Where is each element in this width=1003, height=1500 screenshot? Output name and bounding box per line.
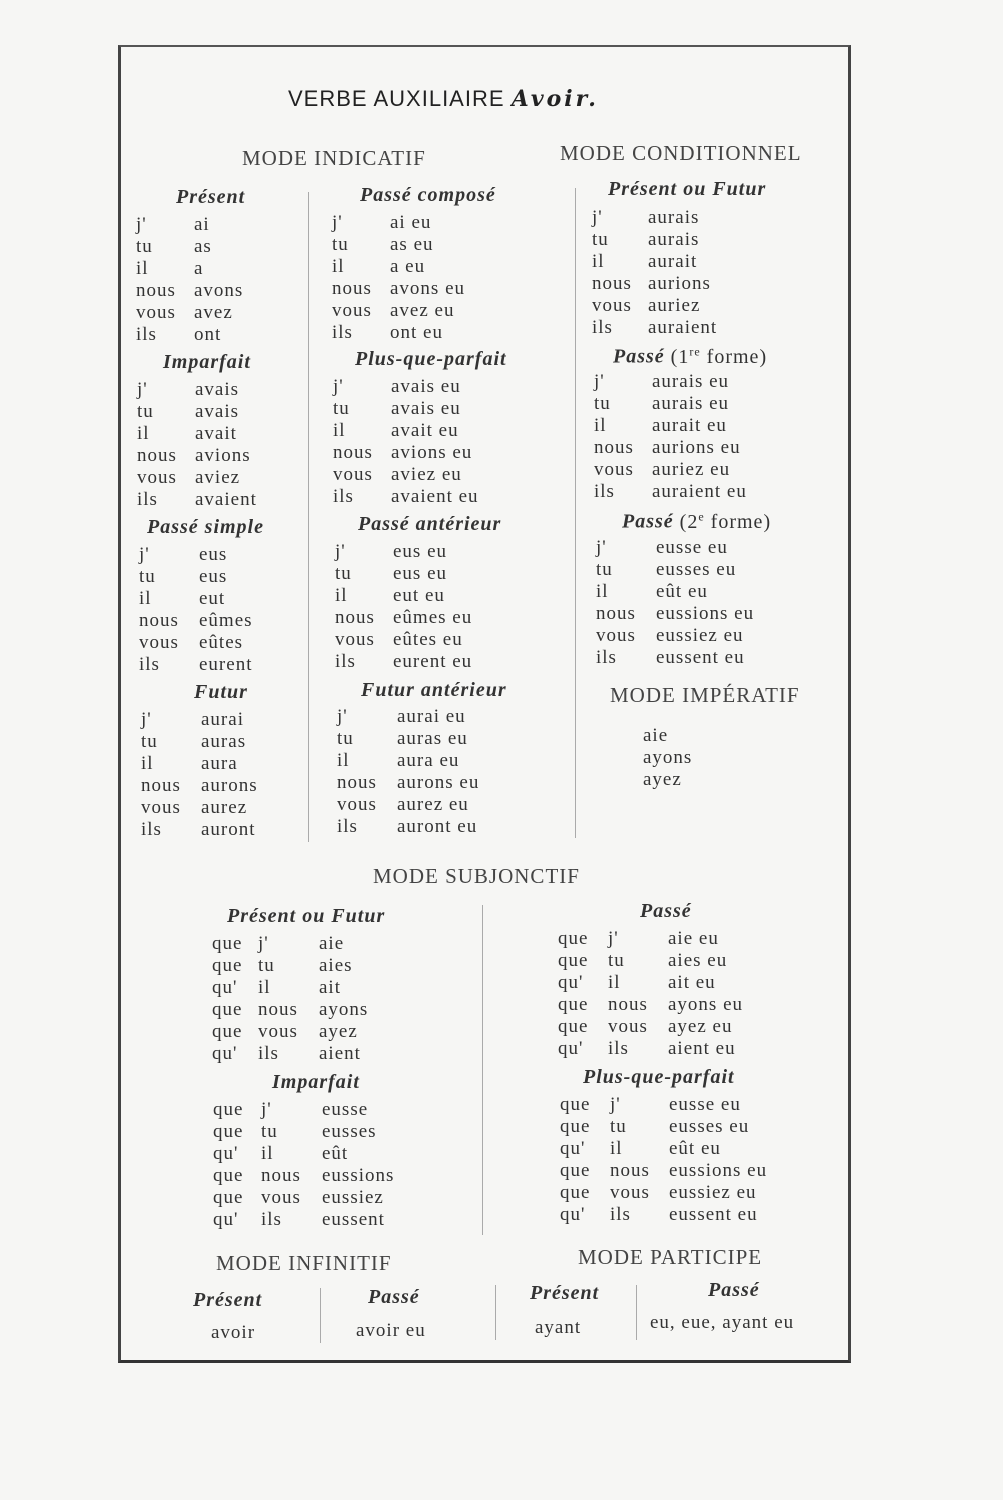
mode-conditionnel-heading: MODE CONDITIONNEL	[560, 141, 802, 165]
verb-form: eurent eu	[393, 651, 473, 672]
verb-form: auras eu	[397, 728, 468, 749]
pronoun: tu	[139, 566, 156, 587]
verb-form: auront eu	[397, 816, 478, 837]
pronoun: nous	[333, 442, 373, 463]
pronoun: tu	[592, 229, 609, 250]
verb-form: ont eu	[390, 322, 443, 343]
verb-form: eussiez	[322, 1187, 384, 1208]
verb-form: aie	[319, 933, 345, 954]
pronoun: tu	[610, 1116, 627, 1137]
separator-infinitif	[320, 1288, 321, 1343]
tense-indicatif-passe-anterieur: Passé antérieur	[358, 513, 502, 535]
tense-conditionnel-passe-1: Passé (1re forme)	[613, 344, 768, 368]
verb-form: aura	[201, 753, 238, 774]
pronoun: vous	[335, 629, 375, 650]
verb-form: eût	[322, 1143, 349, 1164]
participe-present-value: ayant	[535, 1317, 582, 1338]
infinitif-present-value: avoir	[211, 1322, 256, 1343]
verb-form: ayons eu	[668, 994, 744, 1015]
verb-form: eusses	[322, 1121, 377, 1142]
pronoun: j'	[332, 212, 343, 233]
separator-indicatif-conditionnel	[575, 188, 576, 838]
verb-form: aviez eu	[391, 464, 462, 485]
verb-form: avons	[194, 280, 244, 301]
verb-form: eusses eu	[669, 1116, 750, 1137]
conjunction: que	[212, 1021, 243, 1042]
pronoun: tu	[335, 563, 352, 584]
verb-form: eussions	[322, 1165, 395, 1186]
verb-form: ait eu	[668, 972, 716, 993]
conjunction: que	[560, 1160, 591, 1181]
pronoun: vous	[141, 797, 181, 818]
verb-form: ayons	[319, 999, 369, 1020]
tense-infinitif-present: Présent	[193, 1289, 263, 1311]
imperatif-form: ayons	[643, 747, 693, 768]
participe-passe-value: eu, eue, ayant eu	[650, 1312, 795, 1333]
verb-form: avez eu	[390, 300, 455, 321]
pronoun: ils	[139, 654, 160, 675]
tense-indicatif-futur-anterieur: Futur antérieur	[361, 679, 507, 701]
mode-participe-heading: MODE PARTICIPE	[578, 1245, 763, 1269]
pronoun: tu	[594, 393, 611, 414]
tense-title: Passé	[622, 510, 674, 533]
verb-form: aurais	[648, 229, 700, 250]
pronoun: j'	[335, 541, 346, 562]
verb-form: aurais eu	[652, 371, 730, 392]
verb-form: eurent	[199, 654, 253, 675]
verb-form: auras	[201, 731, 247, 752]
pronoun: tu	[137, 401, 154, 422]
conjunction: qu'	[212, 977, 238, 998]
verb-form: aie eu	[668, 928, 719, 949]
conjunction: que	[213, 1099, 244, 1120]
tense-indicatif-passe-simple: Passé simple	[147, 516, 264, 538]
pronoun: j'	[258, 933, 269, 954]
pronoun: vous	[596, 625, 636, 646]
verb-form: aies eu	[668, 950, 728, 971]
pronoun: ils	[592, 317, 613, 338]
verb-form: aurez eu	[397, 794, 469, 815]
pronoun: ils	[596, 647, 617, 668]
tense-participe-present: Présent	[530, 1282, 600, 1304]
tense-subjonctif-present: Présent ou Futur	[227, 905, 386, 927]
note-num: 1	[678, 345, 690, 368]
tense-indicatif-imparfait: Imparfait	[163, 351, 251, 373]
pronoun: il	[596, 581, 609, 602]
verb-form: aies	[319, 955, 353, 976]
tense-participe-passe: Passé	[708, 1279, 760, 1301]
verb-form: aurons eu	[397, 772, 480, 793]
conjunction: que	[213, 1121, 244, 1142]
conjunction: que	[558, 950, 589, 971]
pronoun: nous	[141, 775, 181, 796]
separator-indicatif	[308, 192, 309, 842]
pronoun: nous	[610, 1160, 650, 1181]
tense-conditionnel-passe-2: Passé (2e forme)	[622, 509, 772, 533]
verb-form: a eu	[390, 256, 426, 277]
verb-form: avez	[194, 302, 233, 323]
verb-form: eussions eu	[656, 603, 755, 624]
imperatif-form: ayez	[643, 769, 682, 790]
verb-form: avaient eu	[391, 486, 479, 507]
conjunction: qu'	[213, 1143, 239, 1164]
pronoun: vous	[332, 300, 372, 321]
verb-form: aurais	[648, 207, 700, 228]
pronoun: j'	[608, 928, 619, 949]
pronoun: tu	[332, 234, 349, 255]
tense-subjonctif-imparfait: Imparfait	[272, 1071, 360, 1093]
pronoun: il	[335, 585, 348, 606]
verb-form: eut	[199, 588, 226, 609]
pronoun: tu	[261, 1121, 278, 1142]
note-sup: e	[698, 509, 705, 523]
pronoun: j'	[139, 544, 150, 565]
pronoun: il	[592, 251, 605, 272]
pronoun: il	[141, 753, 154, 774]
verb-form: eusses eu	[656, 559, 737, 580]
conjunction: que	[213, 1165, 244, 1186]
pronoun: il	[337, 750, 350, 771]
verb-form: eus	[199, 566, 228, 587]
verb-form: eûmes	[199, 610, 253, 631]
pronoun: il	[258, 977, 271, 998]
pronoun: j'	[610, 1094, 621, 1115]
verb-form: eût eu	[669, 1138, 721, 1159]
verb-form: ai eu	[390, 212, 432, 233]
pronoun: j'	[592, 207, 603, 228]
pronoun: j'	[141, 709, 152, 730]
conjunction: qu'	[558, 1038, 584, 1059]
verb-form: aient	[319, 1043, 361, 1064]
verb-form: eûtes eu	[393, 629, 463, 650]
pronoun: nous	[139, 610, 179, 631]
pronoun: nous	[261, 1165, 301, 1186]
mode-indicatif-heading: MODE INDICATIF	[242, 146, 426, 170]
note-word: forme	[706, 345, 760, 368]
separator-participe	[636, 1285, 637, 1340]
note-sup: re	[689, 344, 701, 358]
verb-form: eus eu	[393, 541, 448, 562]
pronoun: j'	[594, 371, 605, 392]
pronoun: j'	[136, 214, 147, 235]
tense-indicatif-futur: Futur	[194, 681, 248, 703]
conjunction: que	[560, 1094, 591, 1115]
verb-form: auraient	[648, 317, 718, 338]
verb-form: ayez eu	[668, 1016, 733, 1037]
pronoun: vous	[258, 1021, 298, 1042]
pronoun: nous	[594, 437, 634, 458]
pronoun: vous	[610, 1182, 650, 1203]
pronoun: il	[332, 256, 345, 277]
pronoun: tu	[258, 955, 275, 976]
verb-form: avais eu	[391, 376, 461, 397]
tense-title: Passé	[613, 345, 665, 368]
verb-form: eus eu	[393, 563, 448, 584]
pronoun: nous	[337, 772, 377, 793]
conjunction: que	[212, 955, 243, 976]
pronoun: ils	[594, 481, 615, 502]
pronoun: vous	[139, 632, 179, 653]
pronoun: vous	[137, 467, 177, 488]
note-num: 2	[687, 510, 699, 533]
mode-imperatif-heading: MODE IMPÉRATIF	[610, 683, 800, 707]
conjunction: que	[212, 933, 243, 954]
verb-form: avais	[195, 379, 240, 400]
verb-form: aurez	[201, 797, 248, 818]
tense-subjonctif-passe: Passé	[640, 900, 692, 922]
pronoun: ils	[335, 651, 356, 672]
verb-form: aurais eu	[652, 393, 730, 414]
verb-form: a	[194, 258, 204, 279]
verb-form: aurons	[201, 775, 258, 796]
verb-form: ont	[194, 324, 222, 345]
verb-form: eusse eu	[656, 537, 728, 558]
verb-form: aient eu	[668, 1038, 736, 1059]
pronoun: il	[333, 420, 346, 441]
verb-form: aurai	[201, 709, 244, 730]
verb-form: auront	[201, 819, 256, 840]
pronoun: nous	[258, 999, 298, 1020]
pronoun: nous	[335, 607, 375, 628]
verb-form: ayez	[319, 1021, 358, 1042]
pronoun: nous	[136, 280, 176, 301]
mode-subjonctif-heading: MODE SUBJONCTIF	[373, 864, 580, 888]
verb-form: eût eu	[656, 581, 708, 602]
pronoun: vous	[136, 302, 176, 323]
verb-form: aura eu	[397, 750, 460, 771]
conjunction: que	[558, 994, 589, 1015]
pronoun: tu	[596, 559, 613, 580]
pronoun: j'	[137, 379, 148, 400]
verb-form: aurai eu	[397, 706, 466, 727]
verb-form: auriez eu	[652, 459, 731, 480]
pronoun: tu	[141, 731, 158, 752]
verb-form: avons eu	[390, 278, 466, 299]
verb-form: avions	[195, 445, 251, 466]
tense-indicatif-plus-que-parfait: Plus-que-parfait	[355, 348, 507, 370]
pronoun: il	[136, 258, 149, 279]
tense-infinitif-passe: Passé	[368, 1286, 420, 1308]
conjunction: qu'	[213, 1209, 239, 1230]
pronoun: ils	[332, 322, 353, 343]
conjunction: que	[560, 1116, 591, 1137]
pronoun: j'	[333, 376, 344, 397]
conjunction: que	[213, 1187, 244, 1208]
pronoun: ils	[337, 816, 358, 837]
pronoun: ils	[141, 819, 162, 840]
verb-form: eus	[199, 544, 228, 565]
pronoun: vous	[337, 794, 377, 815]
verb-form: avait eu	[391, 420, 459, 441]
pronoun: vous	[333, 464, 373, 485]
verb-form: avions eu	[391, 442, 473, 463]
verb-form: aviez	[195, 467, 241, 488]
conjunction: que	[558, 928, 589, 949]
verb-form: avais eu	[391, 398, 461, 419]
separator-subjonctif	[482, 905, 483, 1235]
separator-infinitif-participe	[495, 1285, 496, 1340]
pronoun: ils	[137, 489, 158, 510]
verb-form: eussent eu	[656, 647, 745, 668]
pronoun: j'	[337, 706, 348, 727]
imperatif-form: aie	[643, 725, 669, 746]
verb-form: auraient eu	[652, 481, 747, 502]
verb-form: eûtes	[199, 632, 244, 653]
pronoun: tu	[337, 728, 354, 749]
pronoun: ils	[610, 1204, 631, 1225]
pronoun: il	[137, 423, 150, 444]
verb-form: ait	[319, 977, 341, 998]
pronoun: tu	[136, 236, 153, 257]
pronoun: tu	[333, 398, 350, 419]
infinitif-passe-value: avoir eu	[356, 1320, 426, 1341]
pronoun: tu	[608, 950, 625, 971]
pronoun: il	[261, 1143, 274, 1164]
verb-form: ai	[194, 214, 210, 235]
verb-form: eusse	[322, 1099, 369, 1120]
pronoun: vous	[261, 1187, 301, 1208]
pronoun: vous	[592, 295, 632, 316]
verb-form: eussiez eu	[669, 1182, 757, 1203]
pronoun: nous	[596, 603, 636, 624]
verb-form: aurions eu	[652, 437, 741, 458]
pronoun: ils	[136, 324, 157, 345]
verb-form: eut eu	[393, 585, 445, 606]
tense-indicatif-present: Présent	[176, 186, 246, 208]
verb-form: eûmes eu	[393, 607, 473, 628]
verb-form: aurait eu	[652, 415, 727, 436]
tense-subjonctif-plus-que-parfait: Plus-que-parfait	[583, 1066, 735, 1088]
title-verb: Avoir.	[511, 86, 599, 112]
pronoun: ils	[261, 1209, 282, 1230]
pronoun: vous	[594, 459, 634, 480]
conjunction: qu'	[212, 1043, 238, 1064]
pronoun: ils	[258, 1043, 279, 1064]
verb-form: eussiez eu	[656, 625, 744, 646]
pronoun: il	[608, 972, 621, 993]
verb-form: avait	[195, 423, 237, 444]
page-title	[288, 86, 599, 112]
verb-form: as	[194, 236, 212, 257]
verb-form: aurait	[648, 251, 698, 272]
tense-indicatif-passe-compose: Passé composé	[360, 184, 496, 206]
pronoun: il	[610, 1138, 623, 1159]
verb-form: avais	[195, 401, 240, 422]
verb-form: auriez	[648, 295, 701, 316]
pronoun: ils	[333, 486, 354, 507]
mode-infinitif-heading: MODE INFINITIF	[216, 1251, 392, 1275]
conjunction: que	[558, 1016, 589, 1037]
verb-form: eussions eu	[669, 1160, 768, 1181]
title-prefix: VERBE AUXILIAIRE	[288, 86, 505, 111]
tense-conditionnel-present: Présent ou Futur	[608, 178, 767, 200]
conjunction: que	[560, 1182, 591, 1203]
verb-form: eussent eu	[669, 1204, 758, 1225]
pronoun: il	[594, 415, 607, 436]
pronoun: nous	[137, 445, 177, 466]
verb-form: eusse eu	[669, 1094, 741, 1115]
pronoun: vous	[608, 1016, 648, 1037]
conjunction: qu'	[560, 1138, 586, 1159]
conjunction: qu'	[560, 1204, 586, 1225]
note-word: forme	[710, 510, 764, 533]
pronoun: nous	[608, 994, 648, 1015]
pronoun: nous	[592, 273, 632, 294]
conjunction: qu'	[558, 972, 584, 993]
verb-form: avaient	[195, 489, 257, 510]
verb-form: eussent	[322, 1209, 385, 1230]
pronoun: j'	[596, 537, 607, 558]
conjunction: que	[212, 999, 243, 1020]
verb-form: aurions	[648, 273, 711, 294]
pronoun: il	[139, 588, 152, 609]
verb-form: as eu	[390, 234, 434, 255]
pronoun: nous	[332, 278, 372, 299]
pronoun: ils	[608, 1038, 629, 1059]
pronoun: j'	[261, 1099, 272, 1120]
